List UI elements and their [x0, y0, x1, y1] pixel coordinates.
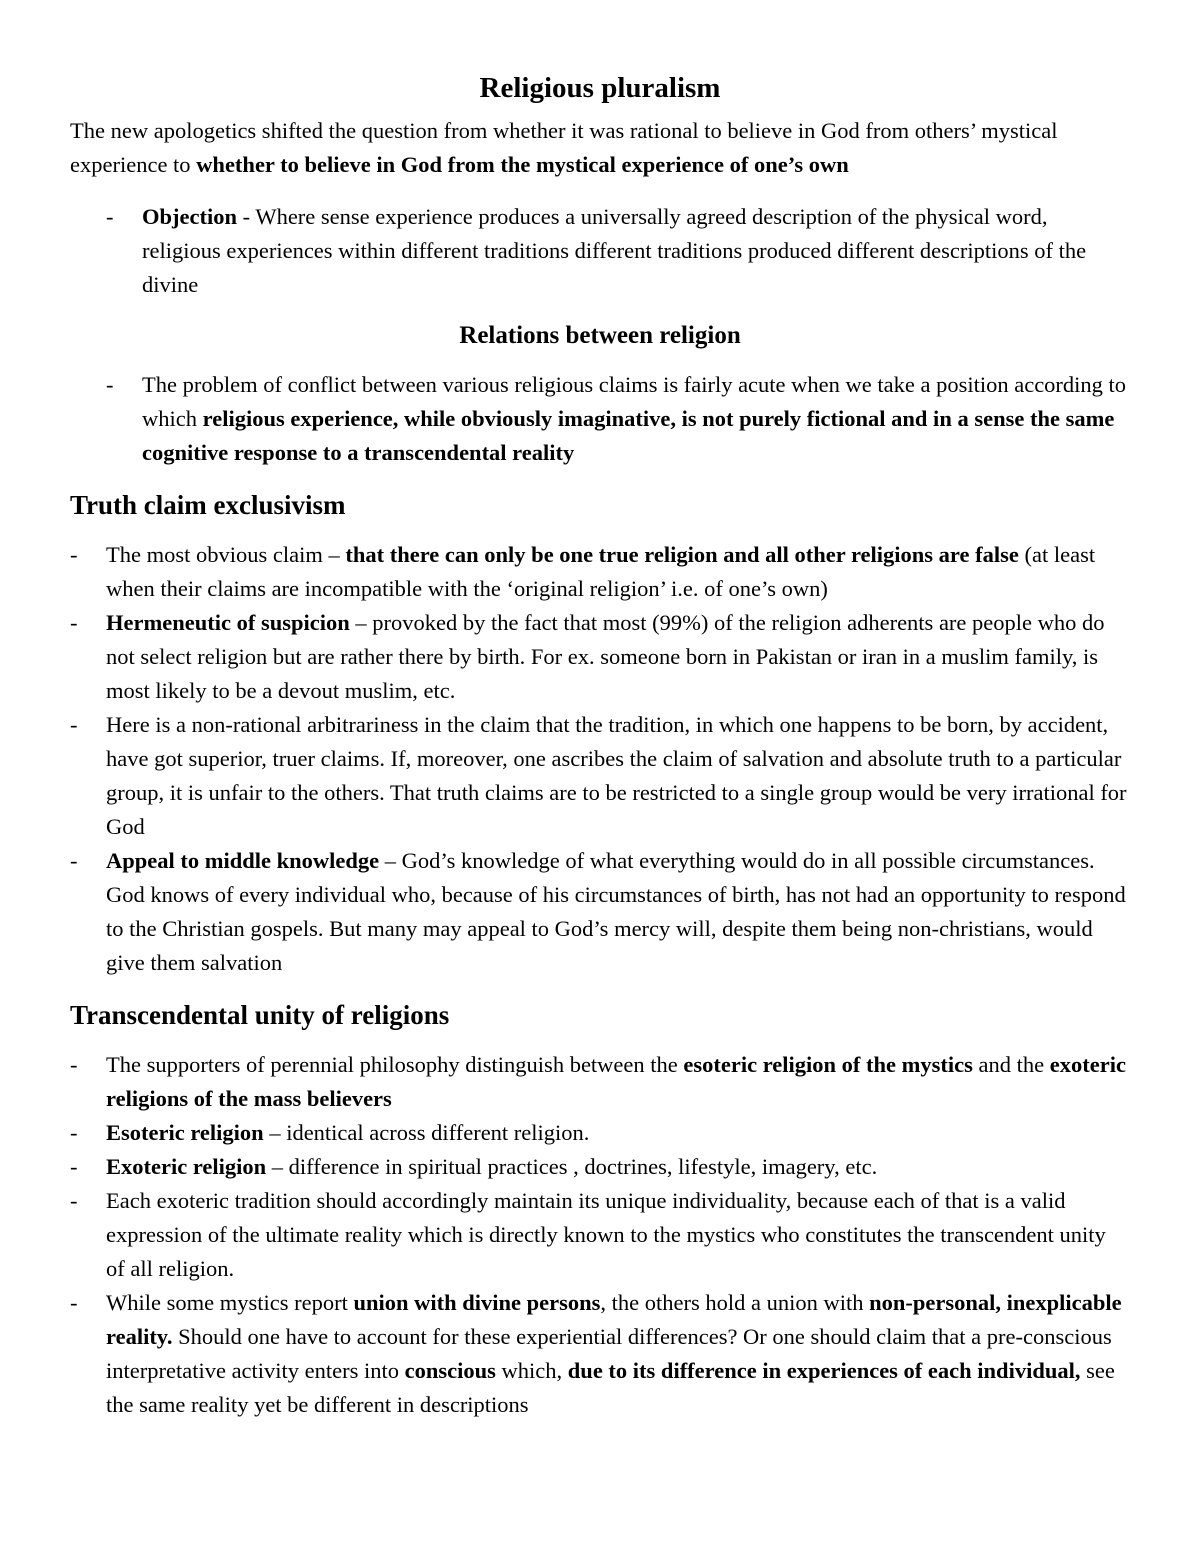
list-item — [70, 606, 1130, 708]
list-item — [70, 1184, 1130, 1286]
unity-item5-mid2: Should one have to account for these experiential differences? Or one should claim that a pre-conscious interpretative activity enters into — [106, 1324, 1112, 1383]
page-title: Religious pluralism — [479, 72, 721, 104]
exclusivism-item4-bold: Appeal to middle knowledge — [106, 848, 380, 873]
exclusivism-heading: Truth claim exclusivism — [70, 490, 346, 520]
objection-label: Objection — [142, 204, 237, 229]
bullet-dash: - — [70, 1052, 78, 1077]
relations-text: The problem of conflict between various religious claims is fairly acute when we take a position according to which — [142, 372, 1127, 431]
unity-list — [70, 1048, 1130, 1422]
exclusivism-item3-text: Here is a non-rational arbitrariness in the claim that the tradition, in which one happens to be born, by accident, have got superior, truer claims. If, moreover, one ascribes the claim of salvation and absolute truth to a particular group, it is unfair to the others. That truth claims are to be restricted to a single group would be very irrational for God — [106, 712, 1127, 839]
exclusivism-item1-rest: (at least when their claims are incompatible with the ‘original religion’ i.e. of one’s own) — [106, 542, 1096, 601]
unity-item5-end: see the same reality yet be different in descriptions — [106, 1358, 1115, 1417]
bullet-dash: - — [70, 1120, 78, 1145]
unity-item5-mid: , the others hold a union with — [600, 1290, 870, 1315]
objection-text: - Where sense experience produces a universally agreed description of the physical word, religious experiences within different traditions different traditions produced different descriptions of the divine — [142, 204, 1087, 297]
unity-item5-bold4: due to its difference in experiences of each individual, — [567, 1358, 1081, 1383]
exclusivism-item1-bold: that there can only be one true religion and all other religions are false — [345, 542, 1019, 567]
unity-item1-bold: esoteric religion of the mystics — [683, 1052, 973, 1077]
bullet-dash: - — [70, 1188, 78, 1213]
list-item — [70, 368, 1130, 470]
bullet-dash: - — [70, 1154, 78, 1179]
bullet-dash: - — [70, 542, 78, 567]
unity-item3-bold: Exoteric religion — [106, 1154, 267, 1179]
bullet-dash: - — [70, 712, 78, 737]
relations-heading: Relations between religion — [459, 322, 741, 349]
list-item — [70, 1150, 1130, 1184]
unity-heading: Transcendental unity of religions — [70, 1000, 450, 1030]
exclusivism-item2-bold: Hermeneutic of suspicion — [106, 610, 350, 635]
list-item — [70, 708, 1130, 844]
exclusivism-item4-text: – God’s knowledge of what everything would do in all possible circumstances. God knows of every individual who, because of his circumstances of birth, has not had an opportunity to respond to the Christian gospels. But many may appeal to God’s mercy will, despite them being non-christians, would give them salvation — [106, 848, 1126, 975]
unity-item1-text: The supporters of perennial philosophy distinguish between the — [106, 1052, 684, 1077]
bullet-dash: - — [106, 372, 114, 397]
unity-item1-mid: and the — [972, 1052, 1050, 1077]
unity-item2-text: – identical across different religion. — [263, 1120, 590, 1145]
unity-item5-bold2: non-personal, inexplicable reality. — [106, 1290, 1122, 1349]
bullet-dash: - — [70, 610, 78, 635]
intro-text: The new apologetics shifted the question from whether it was rational to believe in God from others’ mystical experience to — [70, 118, 1058, 177]
list-item — [70, 1048, 1130, 1116]
unity-item5-bold: union with divine persons — [353, 1290, 601, 1315]
bullet-dash: - — [70, 1290, 78, 1315]
exclusivism-item1-text: The most obvious claim – — [106, 542, 346, 567]
unity-item5-mid3: which, — [495, 1358, 568, 1383]
unity-item2-bold: Esoteric religion — [106, 1120, 264, 1145]
unity-item4-text: Each exoteric tradition should accordingly maintain its unique individuality, because each of that is a valid expression of the ultimate reality which is directly known to the mystics who constitutes the transcendent unity of all religion. — [106, 1188, 1106, 1281]
document-page — [70, 70, 1130, 1440]
list-item — [70, 538, 1130, 606]
unity-item1-bold2: exoteric religions of the mass believers — [106, 1052, 1126, 1111]
intro-bold: whether to believe in God from the mystical experience of one’s own — [196, 152, 849, 177]
unity-item5-bold3: conscious — [404, 1358, 496, 1383]
bullet-dash: - — [106, 204, 114, 229]
exclusivism-item2-text: – provoked by the fact that most (99%) of the religion adherents are people who do not select religion but are rather there by birth. For ex. someone born in Pakistan or iran in a muslim family, is most likely to be a devout muslim, etc. — [106, 610, 1105, 703]
list-item — [70, 1116, 1130, 1150]
relations-list — [70, 368, 1130, 470]
unity-item3-text: – difference in spiritual practices , doctrines, lifestyle, imagery, etc. — [266, 1154, 878, 1179]
relations-bold: religious experience, while obviously imaginative, is not purely fictional and in a sense the same cognitive response to a transcendental reality — [142, 406, 1115, 465]
list-item — [70, 200, 1130, 302]
bullet-dash: - — [70, 848, 78, 873]
intro-paragraph — [70, 114, 1130, 182]
objection-list — [70, 200, 1130, 302]
unity-item5-text: While some mystics report — [106, 1290, 354, 1315]
list-item — [70, 1286, 1130, 1422]
exclusivism-list — [70, 538, 1130, 980]
list-item — [70, 844, 1130, 980]
